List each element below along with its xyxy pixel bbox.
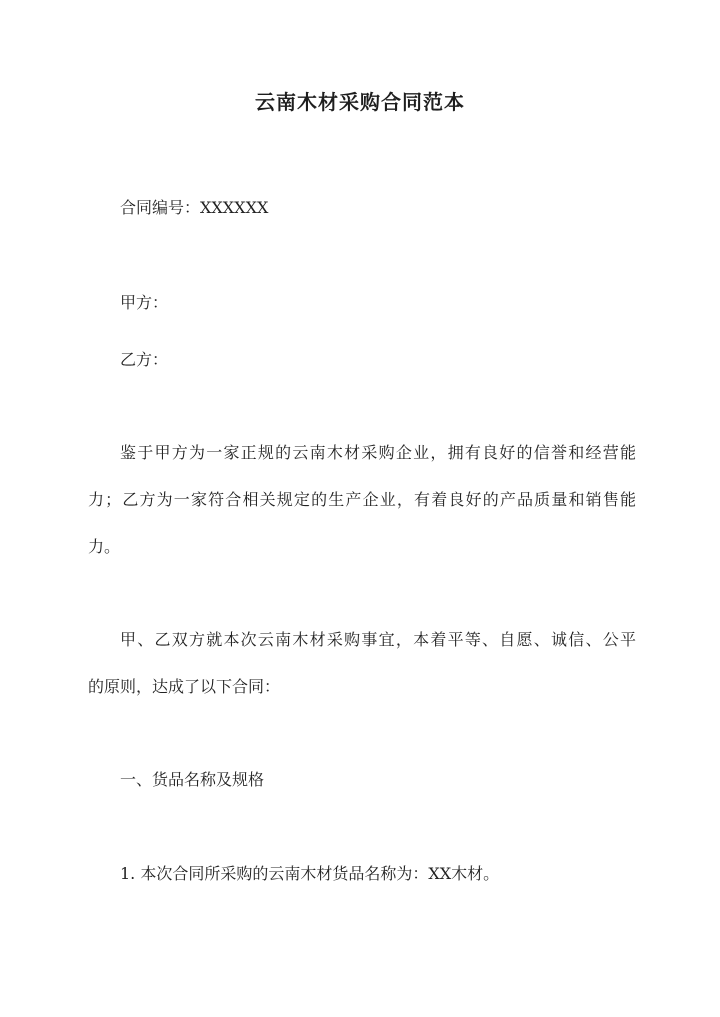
section-1-item-1: 1. 本次合同所采购的云南木材货品名称为：XX木材。 xyxy=(120,864,500,883)
contract-number: 合同编号：XXXXXX xyxy=(120,198,269,217)
party-a-label: 甲方： xyxy=(120,293,169,312)
paragraph-1-line-2: 力；乙方为一家符合相关规定的生产企业，有着良好的产品质量和销售能 xyxy=(88,490,636,509)
paragraph-2-line-2: 的原则，达成了以下合同： xyxy=(88,677,281,696)
paragraph-1-line-1: 鉴于甲方为一家正规的云南木材采购企业，拥有良好的信誉和经营能 xyxy=(120,443,636,462)
paragraph-2-line-1: 甲、乙双方就本次云南木材采购事宜，本着平等、自愿、诚信、公平 xyxy=(120,630,636,649)
party-b-label: 乙方： xyxy=(120,350,169,369)
section-1-heading: 一、货品名称及规格 xyxy=(120,770,265,789)
document-title: 云南木材采购合同范本 xyxy=(255,90,465,114)
paragraph-1-line-3: 力。 xyxy=(88,537,121,556)
